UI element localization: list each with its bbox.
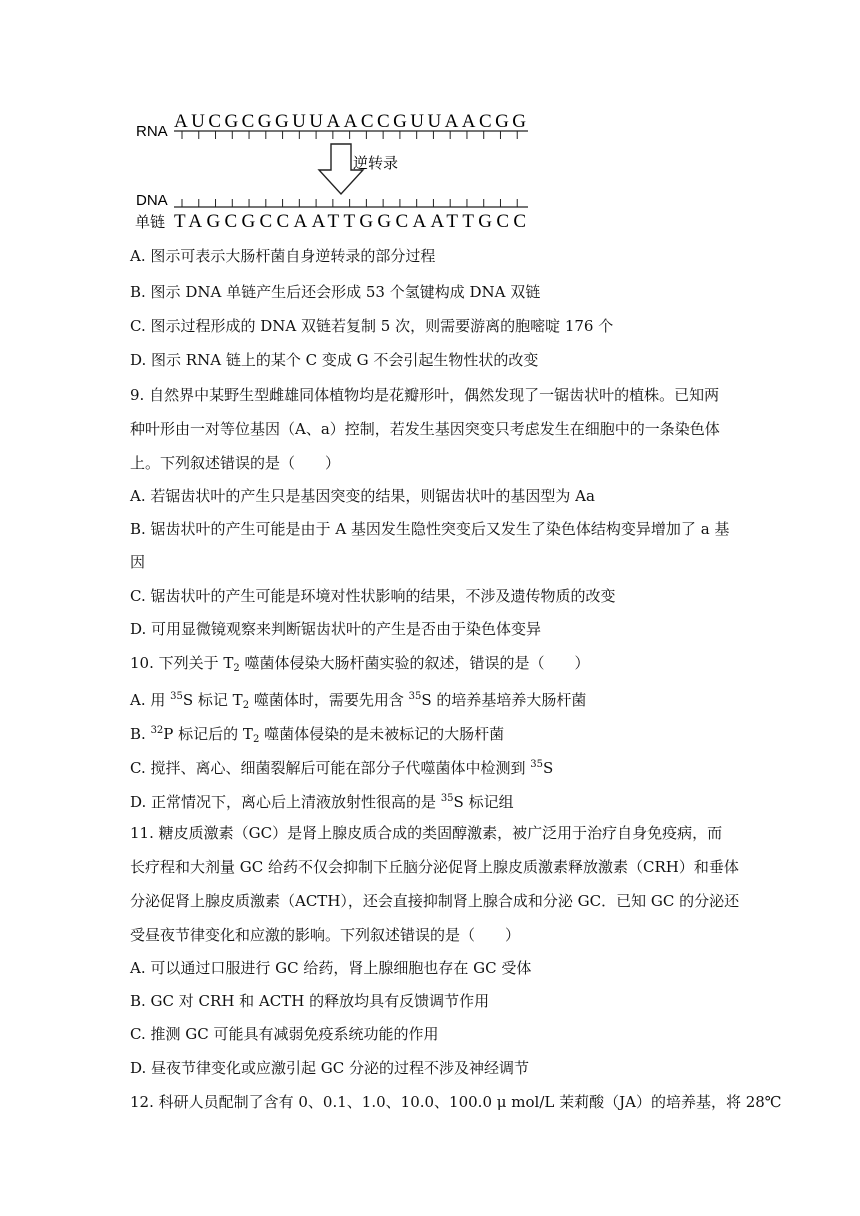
figure-svg	[128, 100, 548, 240]
q10-option-c: C. 搅拌、离心、细菌裂解后可能在部分子代噬菌体中检测到 $^{35}$S	[130, 759, 554, 777]
q11-stem-line3: 分泌促肾上腺皮质激素（ACTH），还会直接抑制肾上腺合成和分泌 GC．已知 GC 的分泌还	[130, 892, 740, 910]
dna-label-line2: 单链	[135, 213, 166, 231]
q11-stem-line4: 受昼夜节律变化和应激的影响。下列叙述错误的是（ ）	[130, 926, 521, 944]
q8-option-a: A. 图示可表示大肠杆菌自身逆转录的部分过程	[130, 247, 436, 265]
q11-stem-line2: 长疗程和大剂量 GC 给药不仅会抑制下丘脑分泌促肾上腺皮质激素释放激素（CRH）和垂体	[130, 858, 739, 876]
rna-ticks	[182, 131, 517, 139]
q10-option-b: B. $^{32}$P 标记后的 $T_2$ 噬菌体侵染的是未被标记的大肠杆菌	[130, 725, 505, 745]
arrow-label: 逆转录	[353, 154, 399, 172]
q11-option-d: D. 昼夜节律变化或应激引起 GC 分泌的过程不涉及神经调节	[130, 1059, 530, 1077]
q12-stem-line1: 12. 科研人员配制了含有 0、0.1、1.0、10.0、100.0 μ mol/L 茉莉酸（JA）的培养基，将 28℃	[130, 1093, 782, 1111]
q8-option-c: C. 图示过程形成的 DNA 双链若复制 5 次，则需要游离的胞嘧啶 176 个	[130, 317, 614, 335]
q8-option-b: B. 图示 DNA 单链产生后还会形成 53 个氢键构成 DNA 双链	[130, 283, 541, 301]
q10-option-d: D. 正常情况下，离心后上清液放射性很高的是 $^{35}$S 标记组	[130, 793, 514, 811]
q9-option-c: C. 锯齿状叶的产生可能是环境对性状影响的结果，不涉及遗传物质的改变	[130, 587, 616, 605]
q10-stem: 10. 下列关于 $T_2$ 噬菌体侵染大肠杆菌实验的叙述，错误的是（ ）	[130, 654, 590, 674]
q8-option-d: D. 图示 RNA 链上的某个 C 变成 G 不会引起生物性状的改变	[130, 351, 539, 369]
q9-stem-line3: 上。下列叙述错误的是（ ）	[130, 454, 341, 472]
q9-option-b-line1: B. 锯齿状叶的产生可能是由于 A 基因发生隐性突变后又发生了染色体结构变异增加了 a 基	[130, 520, 730, 538]
q9-stem-line1: 9. 自然界中某野生型雌雄同体植物均是花瓣形叶，偶然发现了一锯齿状叶的植株。已知两	[130, 386, 720, 404]
q9-option-d: D. 可用显微镜观察来判断锯齿状叶的产生是否由于染色体变异	[130, 620, 542, 638]
q11-stem-line1: 11. 糖皮质激素（GC）是肾上腺皮质合成的类固醇激素，被广泛用于治疗自身免疫病，而	[130, 824, 723, 842]
q11-option-c: C. 推测 GC 可能具有减弱免疫系统功能的作用	[130, 1025, 439, 1043]
q9-option-b-line2: 因	[130, 553, 146, 571]
q9-stem-line2: 种叶形由一对等位基因（A、a）控制，若发生基因突变只考虑发生在细胞中的一条染色体	[130, 420, 720, 438]
q9-option-a: A. 若锯齿状叶的产生只是基因突变的结果，则锯齿状叶的基因型为 Aa	[130, 487, 595, 505]
q11-option-a: A. 可以通过口服进行 GC 给药，肾上腺细胞也存在 GC 受体	[130, 959, 532, 977]
q11-option-b: B. GC 对 CRH 和 ACTH 的释放均具有反馈调节作用	[130, 992, 490, 1010]
dna-ticks	[182, 199, 517, 207]
q10-option-a: A. 用 $^{35}$S 标记 $T_2$ 噬菌体时，需要先用含 $^{35}$S 的培养基培养大肠杆菌	[130, 691, 587, 711]
rna-label: RNA	[136, 123, 168, 140]
dna-sequence: TAGCGCCAATTGGCAATTGCC	[174, 211, 526, 232]
rna-sequence: AUCGCGGUUAACCGUUAACGG	[174, 111, 526, 132]
reverse-transcription-figure	[128, 100, 548, 240]
dna-label-line1: DNA	[136, 192, 168, 209]
